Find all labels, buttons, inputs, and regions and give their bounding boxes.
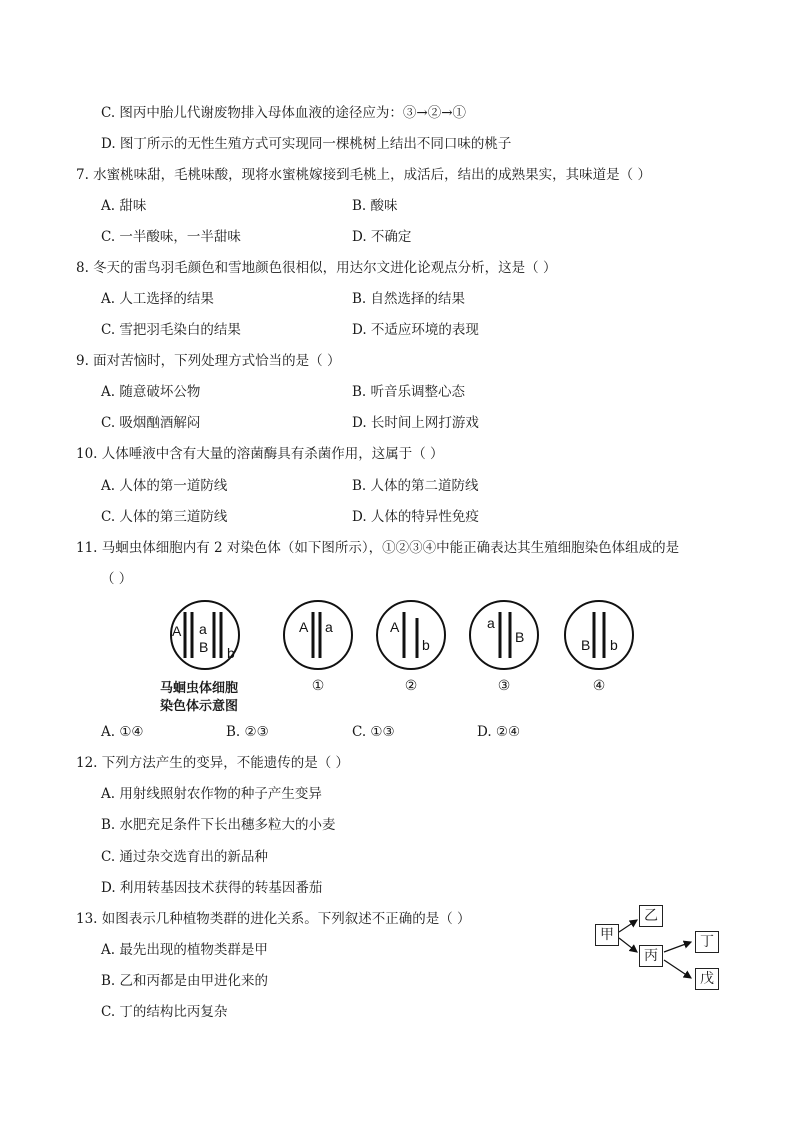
node-bing: 丙 <box>639 945 663 967</box>
gene-a: a <box>199 621 207 637</box>
q8-option-b: B. 自然选择的结果 <box>352 291 466 307</box>
question-10: 10. 人体唾液中含有大量的溶菌酶具有杀菌作用，这属于（ ） <box>76 446 444 462</box>
question-8: 8. 冬天的雷鸟羽毛颜色和雪地颜色很相似，用达尔文进化论观点分析，这是（ ） <box>76 260 557 276</box>
q12-option-c: C. 通过杂交选育出的新品种 <box>101 849 268 865</box>
q12-option-d: D. 利用转基因技术获得的转基因番茄 <box>101 880 323 896</box>
question-12: 12. 下列方法产生的变异，不能遗传的是（ ） <box>76 755 350 771</box>
option-d-prev: D. 图丁所示的无性生殖方式可实现同一棵桃树上结出不同口味的桃子 <box>101 136 512 152</box>
cell-label-2: ② <box>404 678 418 694</box>
q8-option-d: D. 不适应环境的表现 <box>352 322 479 338</box>
q11-option-a: A. ①④ <box>101 724 144 740</box>
q10-option-a: A. 人体的第一道防线 <box>101 478 228 494</box>
node-wu: 戊 <box>695 968 719 990</box>
svg-text:a: a <box>325 619 333 635</box>
node-yi: 乙 <box>639 905 663 927</box>
cell-label-3: ③ <box>497 678 511 694</box>
q11-option-d: D. ②④ <box>477 724 521 740</box>
evolution-diagram <box>592 902 732 997</box>
q13-option-c: C. 丁的结构比丙复杂 <box>101 1004 228 1020</box>
gene-B: B <box>199 639 209 655</box>
cell-1 <box>284 601 352 669</box>
q7-option-d: D. 不确定 <box>352 229 412 245</box>
cell-2 <box>377 601 445 669</box>
q10-option-d: D. 人体的特异性免疫 <box>352 509 479 525</box>
q11-option-c: C. ①③ <box>352 724 395 740</box>
q9-option-c: C. 吸烟酗酒解闷 <box>101 415 201 431</box>
cell-label-4: ④ <box>592 678 606 694</box>
q7-option-a: A. 甜味 <box>101 198 147 214</box>
q9-option-d: D. 长时间上网打游戏 <box>352 415 479 431</box>
q9-option-a: A. 随意破坏公物 <box>101 384 201 400</box>
svg-text:b: b <box>610 637 618 653</box>
node-jia: 甲 <box>595 924 619 946</box>
q11-option-b: B. ②③ <box>226 724 269 740</box>
gene-b: b <box>227 645 235 661</box>
figure-caption-line2: 染色体示意图 <box>160 699 239 714</box>
body-cell <box>171 601 239 669</box>
q13-option-a: A. 最先出现的植物类群是甲 <box>101 942 268 958</box>
q7-option-c: C. 一半酸味，一半甜味 <box>101 229 241 245</box>
cell-4 <box>565 601 633 669</box>
q13-option-b: B. 乙和丙都是由甲进化来的 <box>101 973 269 989</box>
gene-A: A <box>172 623 182 639</box>
q7-option-b: B. 酸味 <box>352 198 398 214</box>
cell-3 <box>470 601 538 669</box>
q10-option-b: B. 人体的第二道防线 <box>352 478 479 494</box>
question-11: 11. 马蛔虫体细胞内有 2 对染色体（如下图所示），①②③④中能正确表达其生殖细胞染色体组成的是 <box>76 540 680 556</box>
svg-text:A: A <box>299 619 309 635</box>
q8-option-a: A. 人工选择的结果 <box>101 291 214 307</box>
node-ding: 丁 <box>695 931 719 953</box>
q12-option-a: A. 用射线照射农作物的种子产生变异 <box>101 786 322 802</box>
option-c-prev: C. 图丙中胎儿代谢废物排入母体血液的途径应为：③→②→① <box>101 105 467 121</box>
svg-text:A: A <box>390 619 400 635</box>
cell-label-1: ① <box>311 678 325 694</box>
q9-option-b: B. 听音乐调整心态 <box>352 384 466 400</box>
q8-option-c: C. 雪把羽毛染白的结果 <box>101 322 241 338</box>
svg-text:b: b <box>422 637 430 653</box>
question-11-paren: （ ） <box>101 571 133 587</box>
figure-caption-line1: 马蛔虫体细胞 <box>160 681 239 696</box>
question-13: 13. 如图表示几种植物类群的进化关系。下列叙述不正确的是（ ） <box>76 911 471 927</box>
svg-text:a: a <box>487 615 495 631</box>
q10-option-c: C. 人体的第三道防线 <box>101 509 228 525</box>
question-7: 7. 水蜜桃味甜，毛桃味酸，现将水蜜桃嫁接到毛桃上，成活后，结出的成熟果实，其味道是（ ） <box>76 167 651 183</box>
svg-text:B: B <box>581 637 591 653</box>
question-9: 9. 面对苦恼时，下列处理方式恰当的是（ ） <box>76 353 341 369</box>
svg-text:B: B <box>515 629 525 645</box>
q12-option-b: B. 水肥充足条件下长出穗多粒大的小麦 <box>101 817 336 833</box>
